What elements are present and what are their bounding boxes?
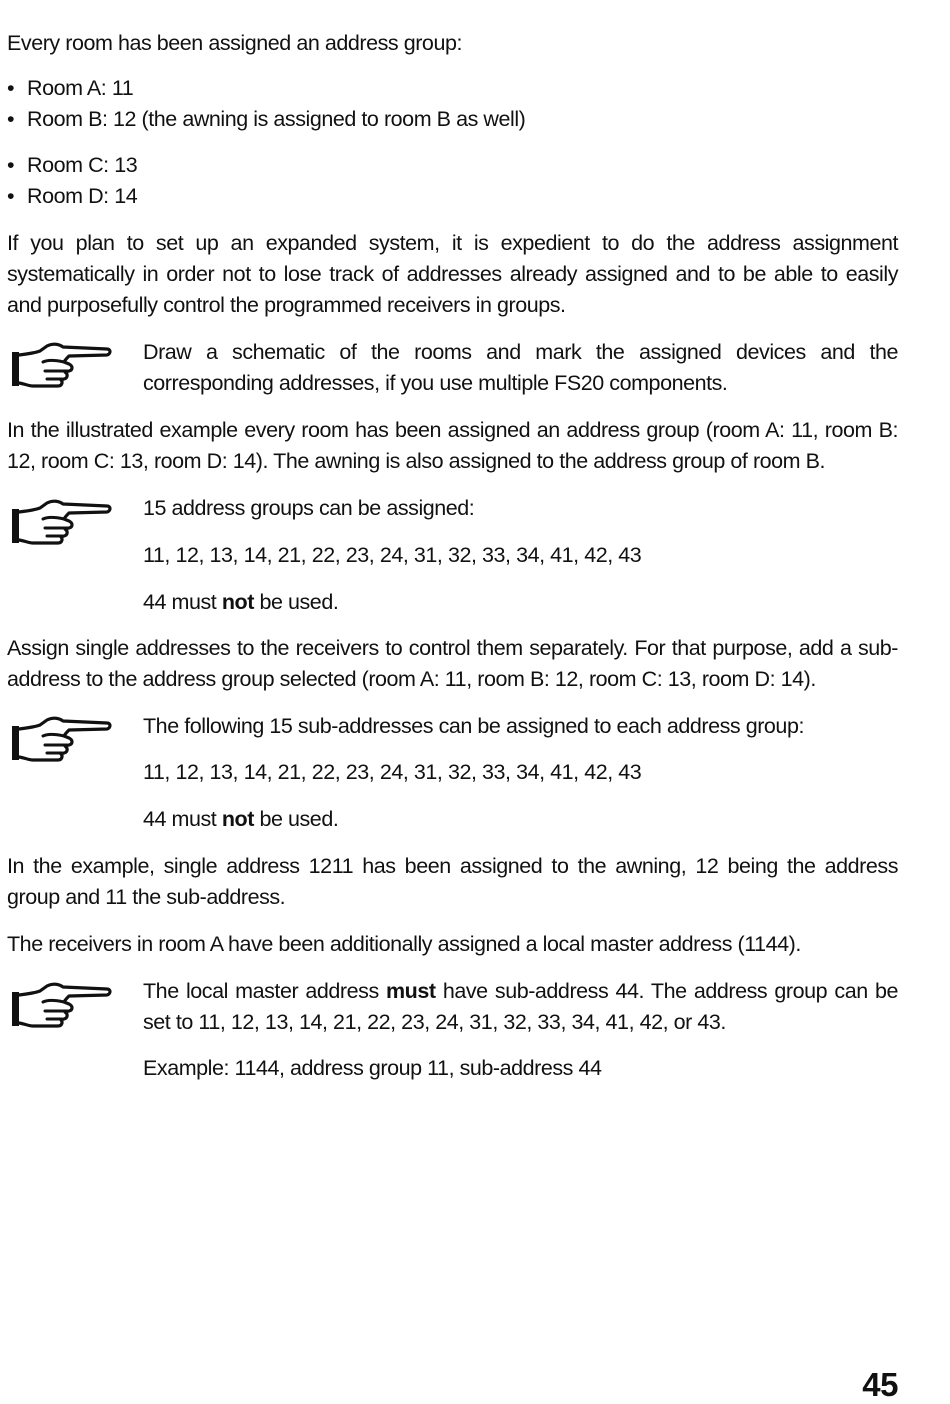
- pointing-hand-icon: [7, 714, 112, 766]
- list-item: [7, 150, 898, 181]
- paragraph-single-addresses: Assign single addresses to the receivers to control them separately. For that purpose, add a sub-address to the address group selected (room A: 11, room B: 12, room C: 13, room D: 14).: [7, 636, 898, 691]
- list-item-text: Room C: 13: [27, 153, 138, 177]
- pointing-hand-icon: [7, 497, 112, 549]
- list-item: [7, 181, 898, 212]
- list-item-text: Room B: 12 (the awning is assigned to room B as well): [27, 107, 526, 131]
- note-sub-addresses-warning: 44 must not be used.: [143, 807, 339, 831]
- paragraph-illustrated-example: In the illustrated example every room has been assigned an address group (room A: 11, room B: 12, room C: 13, room D: 14). The awning is also assigned to the address group of room B.: [7, 418, 898, 473]
- note-address-groups-warning: 44 must not be used.: [143, 590, 339, 614]
- note-sub-addresses-title: The following 15 sub-addresses can be assigned to each address group:: [143, 714, 804, 738]
- note-local-master: The local master address must have sub-address 44. The address group can be set to 11, 12, 13, 14, 21, 22, 23, 24, 31, 32, 33, 34, 41, 42, or 43.: [143, 979, 898, 1034]
- list-item: [7, 73, 898, 104]
- note-schematic: Draw a schematic of the rooms and mark the assigned devices and the corresponding addresses, if you use multiple FS20 components.: [143, 340, 898, 395]
- intro-text: Every room has been assigned an address group:: [7, 31, 462, 55]
- pointing-hand-icon: [7, 980, 112, 1032]
- bullet: •: [7, 153, 15, 177]
- note-address-groups-list: 11, 12, 13, 14, 21, 22, 23, 24, 31, 32, 33, 34, 41, 42, 43: [143, 543, 642, 567]
- page-number: 45: [862, 1366, 898, 1403]
- bullet: •: [7, 107, 15, 131]
- paragraph-local-master: The receivers in room A have been additionally assigned a local master address (1144).: [7, 932, 801, 956]
- bullet: •: [7, 76, 15, 100]
- list-item-text: Room A: 11: [27, 76, 134, 100]
- paragraph-awning-address: In the example, single address 1211 has been assigned to the awning, 12 being the address group and 11 the sub-address.: [7, 854, 898, 909]
- pointing-hand-icon: [7, 340, 112, 392]
- note-address-groups-title: 15 address groups can be assigned:: [143, 496, 475, 520]
- list-item: [7, 104, 898, 135]
- bullet: •: [7, 184, 15, 208]
- paragraph-expanded-system: If you plan to set up an expanded system, it is expedient to do the address assignment systematically in order not to lose track of addresses already assigned and to be able to easily and purposefully control the programmed receivers in groups.: [7, 231, 898, 317]
- note-local-master-example: Example: 1144, address group 11, sub-address 44: [143, 1056, 602, 1080]
- note-sub-addresses-list: 11, 12, 13, 14, 21, 22, 23, 24, 31, 32, 33, 34, 41, 42, 43: [143, 760, 642, 784]
- list-item-text: Room D: 14: [27, 184, 138, 208]
